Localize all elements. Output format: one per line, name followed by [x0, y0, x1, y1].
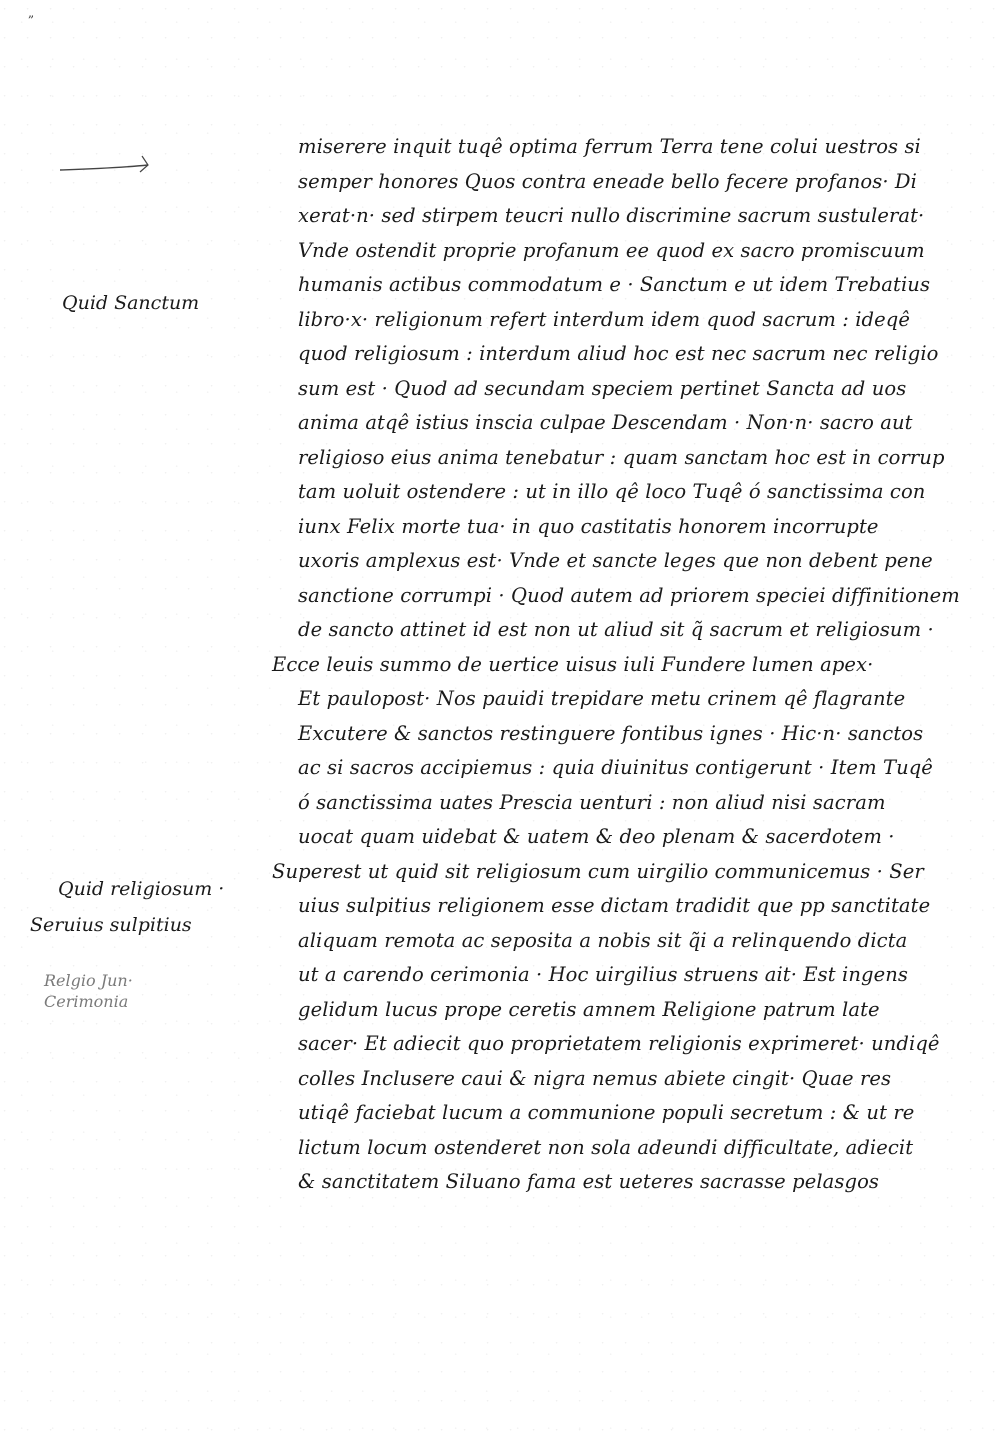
text-line: lictum locum ostenderet non sola adeundi difficultate, adiecit	[298, 1135, 914, 1159]
text-line: iunx Felix morte tua· in quo castitatis honorem incorrupte	[298, 514, 879, 538]
text-line: religioso eius anima tenebatur : quam sanctam hoc est in corrup	[298, 445, 945, 469]
main-text-block	[262, 130, 968, 1200]
margin-pen-stroke-icon	[58, 148, 154, 178]
text-line: quod religiosum : interdum aliud hoc est nec sacrum nec religio	[298, 342, 939, 365]
text-line: sanctione corrumpi · Quod autem ad priorem speciei diffinitionem	[298, 583, 960, 607]
text-line: & sanctitatem Siluano fama est ueteres sacrasse pelasgos	[298, 1170, 880, 1193]
text-line: Vnde ostendit proprie profanum ee quod ex sacro promiscuum	[298, 238, 925, 262]
text-line: gelidum lucus prope ceretis amnem Religione patrum late	[298, 997, 880, 1021]
text-line: ó sanctissima uates Prescia uenturi : non aliud nisi sacram	[298, 790, 886, 814]
text-line: semper honores Quos contra eneade bello fecere profanos· Di	[298, 169, 917, 193]
pencil-note-line: Relgio Jun·	[44, 971, 133, 990]
text-line: sacer· Et adiecit quo proprietatem religionis exprimeret· undiqê	[298, 1032, 940, 1055]
text-line: Superest ut quid sit religiosum cum uirgilio communicemus · Ser	[272, 859, 924, 883]
text-line: Et paulopost· Nos pauidi trepidare metu crinem qê flagrante	[298, 687, 906, 710]
text-line: de sancto attinet id est non ut aliud sit q̃ sacrum et religiosum ·	[298, 618, 934, 641]
text-line: aliquam remota ac seposita a nobis sit q̃i a relinquendo dicta	[298, 928, 908, 952]
text-line: anima atqê istius inscia culpae Descendam · Non·n· sacro aut	[298, 411, 913, 434]
text-line: tam uoluit ostendere : ut in illo qê loco Tuqê ó sanctissima con	[298, 480, 926, 503]
pencil-note-line: Cerimonia	[44, 992, 129, 1011]
text-line: ac si sacros accipiemus : quia diuinitus contigerunt · Item Tuqê	[298, 756, 933, 779]
corner-mark: „	[28, 6, 36, 20]
text-line: colles Inclusere caui & nigra nemus abiete cingit· Quae res	[298, 1066, 892, 1090]
text-line: Ecce leuis summo de uertice uisus iuli Fundere lumen apex·	[272, 652, 874, 676]
text-line: Excutere & sanctos restinguere fontibus ignes · Hic·n· sanctos	[298, 721, 924, 745]
text-line: humanis actibus commodatum e · Sanctum e ut idem Trebatius	[298, 273, 931, 296]
text-line: uxoris amplexus est· Vnde et sancte leges que non debent pene	[298, 549, 933, 572]
text-line: ut a carendo cerimonia · Hoc uirgilius struens ait· Est ingens	[298, 963, 908, 986]
text-line: miserere inquit tuqê optima ferrum Terra tene colui uestros si	[298, 135, 921, 158]
text-line: utiqê faciebat lucum a communione populi secretum : & ut re	[298, 1101, 915, 1124]
text-line: xerat·n· sed stirpem teucri nullo discrimine sacrum sustulerat·	[298, 204, 925, 227]
text-line: uius sulpitius religionem esse dictam tradidit que pp sanctitate	[298, 894, 931, 917]
text-line: libro·x· religionum refert interdum idem quod sacrum : ideqê	[298, 307, 910, 331]
margin-note-servius-sulpitius: Seruius sulpitius	[30, 914, 192, 936]
margin-note-pencil	[44, 970, 133, 1012]
text-line: uocat quam uidebat & uatem & deo plenam & sacerdotem ·	[298, 825, 895, 848]
text-line: sum est · Quod ad secundam speciem pertinet Sancta ad uos	[298, 376, 907, 400]
margin-note-quid-sanctum: Quid Sanctum	[62, 292, 200, 314]
margin-note-quid-religiosum: Quid religiosum ·	[58, 878, 225, 900]
